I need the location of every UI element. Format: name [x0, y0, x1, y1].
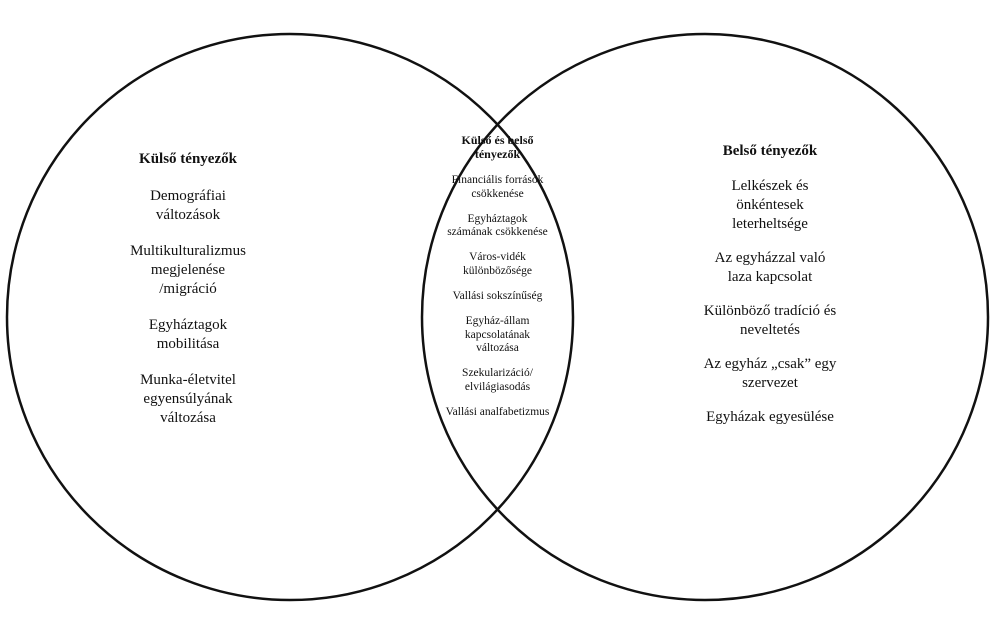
left-set-item: Munka-életvitel egyensúlyának változása [140, 372, 236, 426]
right-set-item: Lelkészek és önkéntesek leterheltsége [731, 178, 809, 232]
intersection-group [400, 133, 595, 431]
right-set-item: Az egyházzal való laza kapcsolat [714, 250, 826, 285]
left-set-item: Demográfiai változások [150, 188, 226, 223]
intersection-items [400, 174, 595, 420]
intersection-item: Egyháztagok számának csökkenése [447, 212, 548, 239]
right-set-items [655, 177, 885, 427]
intersection-item: Vallási sokszínűség [452, 290, 543, 303]
intersection-item: Financiális források csökkenése [451, 174, 544, 200]
left-set-group [88, 150, 288, 445]
left-set-items [88, 187, 288, 428]
right-set-item: Különböző tradíció és neveltetés [703, 303, 837, 338]
intersection-item: Város-vidék különbözősége [463, 251, 532, 277]
intersection-title: Külső és belső tényezők [461, 133, 534, 161]
right-set-item: Egyházak egyesülése [706, 409, 834, 425]
intersection-item: Vallási analfabetizmus [445, 406, 550, 419]
left-set-item: Egyháztagok mobilitása [148, 317, 228, 352]
left-set-item: Multikulturalizmus megjelenése /migráció [130, 243, 246, 297]
intersection-item: Szekularizáció/ elvilágiasodás [462, 367, 533, 394]
intersection-item: Egyház-állam kapcsolatának változása [464, 315, 531, 355]
right-set-item: Az egyház „csak” egy szervezet [703, 356, 837, 391]
left-set-title: Külső tényezők [139, 151, 237, 167]
right-set-group [655, 142, 885, 442]
right-set-title: Belső tényezők [722, 143, 818, 159]
